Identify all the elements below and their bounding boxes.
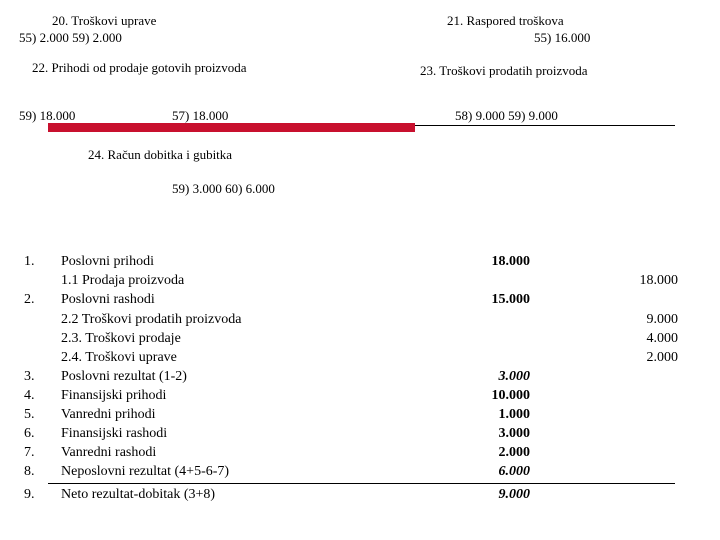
row-main-value: 2.000 bbox=[498, 445, 530, 460]
row-sub-value: 4.000 bbox=[646, 331, 678, 346]
account-21-entries: 55) 16.000 bbox=[534, 30, 591, 45]
account-23-title: 23. Troškovi prodatih proizvoda bbox=[420, 63, 588, 78]
row-sub-value: 18.000 bbox=[639, 273, 678, 288]
row-label: Finansijski rashodi bbox=[61, 426, 168, 441]
row-main-value: 18.000 bbox=[491, 254, 530, 269]
row-number: 1. bbox=[24, 254, 35, 269]
row-label: Poslovni rezultat (1-2) bbox=[61, 369, 187, 384]
row-label: Vanredni rashodi bbox=[61, 445, 157, 460]
row-number: 2. bbox=[24, 292, 35, 307]
row-label: 2.2 Troškovi prodatih proizvoda bbox=[61, 312, 242, 327]
account-22-title: 22. Prihodi od prodaje gotovih proizvoda bbox=[32, 60, 247, 75]
row-sub-value: 2.000 bbox=[646, 350, 678, 365]
row-number: 4. bbox=[24, 388, 35, 403]
row-main-value: 15.000 bbox=[491, 292, 530, 307]
row-label: 2.3. Troškovi prodaje bbox=[61, 331, 181, 346]
row-number: 6. bbox=[24, 426, 35, 441]
account-24-title: 24. Račun dobitka i gubitka bbox=[88, 147, 233, 162]
account-22-debit: 59) 18.000 bbox=[19, 108, 76, 123]
row-main-value: 10.000 bbox=[491, 388, 530, 403]
row-main-value: 1.000 bbox=[498, 407, 530, 422]
row-label: Poslovni prihodi bbox=[61, 254, 154, 269]
row-label: Neto rezultat-dobitak (3+8) bbox=[61, 487, 216, 502]
row-main-value: 3.000 bbox=[498, 426, 530, 441]
row-number: 9. bbox=[24, 487, 35, 502]
account-20-entries: 55) 2.000 59) 2.000 bbox=[19, 30, 122, 45]
row-label: 2.4. Troškovi uprave bbox=[61, 350, 177, 365]
accent-bar bbox=[48, 123, 415, 132]
row-label: Finansijski prihodi bbox=[61, 388, 167, 403]
account-24-entries: 59) 3.000 60) 6.000 bbox=[172, 181, 275, 196]
account-21-title: 21. Raspored troškova bbox=[447, 13, 564, 28]
row-number: 8. bbox=[24, 464, 35, 479]
row-sub-value: 9.000 bbox=[646, 312, 678, 327]
row-label: Poslovni rashodi bbox=[61, 292, 155, 307]
account-22-credit: 57) 18.000 bbox=[172, 108, 229, 123]
row-main-value: 9.000 bbox=[498, 487, 530, 502]
account-23-entries: 58) 9.000 59) 9.000 bbox=[455, 108, 558, 123]
row-label: Neposlovni rezultat (4+5-6-7) bbox=[61, 464, 230, 479]
account-20-title: 20. Troškovi uprave bbox=[52, 13, 157, 28]
row-number: 5. bbox=[24, 407, 35, 422]
row-label: Vanredni prihodi bbox=[61, 407, 156, 422]
row-main-value: 3.000 bbox=[498, 369, 530, 384]
row-number: 7. bbox=[24, 445, 35, 460]
row-number: 3. bbox=[24, 369, 35, 384]
row-label: 1.1 Prodaja proizvoda bbox=[61, 273, 185, 288]
bottom-rule bbox=[48, 483, 675, 484]
row-main-value: 6.000 bbox=[498, 464, 530, 479]
